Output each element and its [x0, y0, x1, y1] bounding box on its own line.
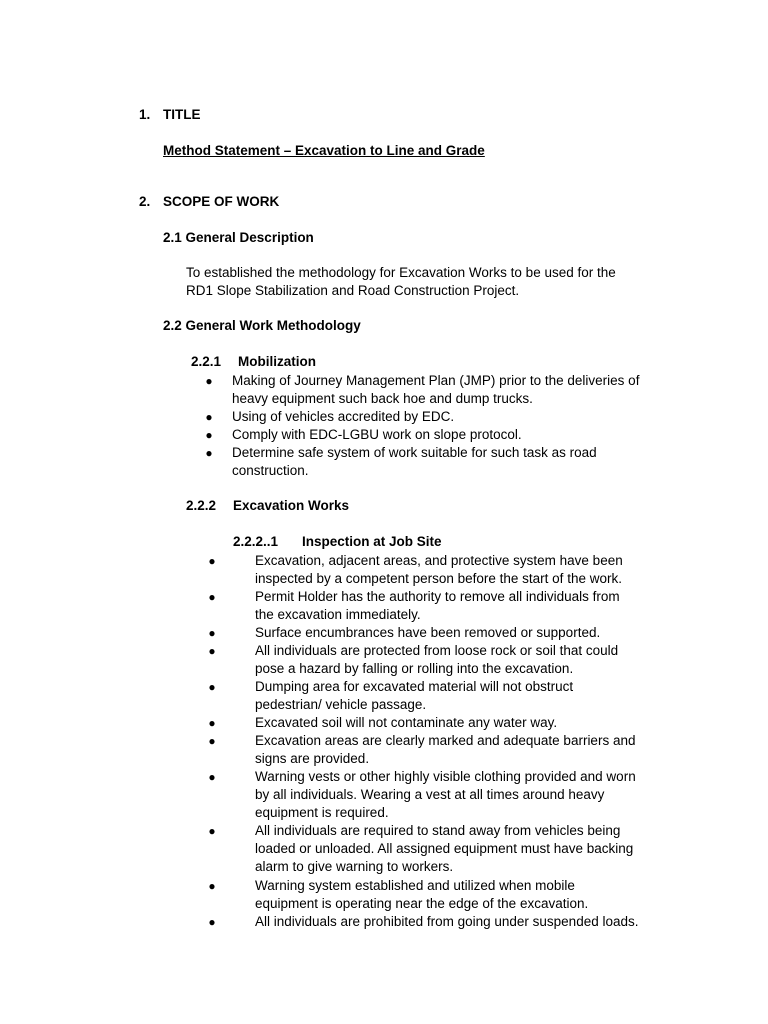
bullet-icon: ● — [208, 770, 216, 784]
list-item-line: Excavation areas are clearly marked and adequate barriers and — [255, 733, 636, 748]
bullet-icon: ● — [208, 879, 216, 893]
list-item-line: loaded or unloaded. All assigned equipment must have backing — [255, 841, 634, 856]
bullet-icon: ● — [208, 626, 216, 640]
list-item-line: Determine safe system of work suitable for such task as road — [232, 445, 597, 460]
list-item-line: Dumping area for excavated material will not obstruct — [255, 679, 574, 694]
methodology-heading: 2.2 General Work Methodology — [163, 318, 361, 333]
list-item-line: signs are provided. — [255, 751, 370, 766]
general-description-line: To established the methodology for Excavation Works to be used for the — [186, 265, 616, 280]
bullet-icon: ● — [205, 374, 213, 388]
list-item-line: Warning vests or other highly visible clothing provided and worn — [255, 769, 636, 784]
list-item-line: by all individuals. Wearing a vest at all times around heavy — [255, 787, 605, 802]
list-item-line: Surface encumbrances have been removed or supported. — [255, 625, 601, 640]
bullet-icon: ● — [208, 716, 216, 730]
bullet-icon: ● — [205, 428, 213, 442]
list-item-line: equipment is required. — [255, 805, 389, 820]
list-item-line: Using of vehicles accredited by EDC. — [232, 409, 455, 424]
general-description-heading: 2.1 General Description — [163, 230, 314, 245]
document-title: Method Statement – Excavation to Line and Grade — [163, 143, 485, 158]
bullet-icon: ● — [208, 590, 216, 604]
list-item-line: alarm to give warning to workers. — [255, 859, 454, 874]
list-item-line: Excavation, adjacent areas, and protective system have been — [255, 553, 623, 568]
section-1-number: 1. — [139, 107, 151, 122]
bullet-icon: ● — [205, 410, 213, 424]
bullet-icon: ● — [208, 734, 216, 748]
bullet-icon: ● — [205, 446, 213, 460]
list-item-line: Making of Journey Management Plan (JMP) prior to the deliveries of — [232, 373, 640, 388]
section-2-heading: SCOPE OF WORK — [163, 194, 280, 209]
list-item-line: Warning system established and utilized when mobile — [255, 878, 575, 893]
list-item-line: Excavated soil will not contaminate any water way. — [255, 715, 558, 730]
list-item-line: All individuals are prohibited from going under suspended loads. — [255, 914, 639, 929]
bullet-icon: ● — [208, 680, 216, 694]
bullet-icon: ● — [208, 824, 216, 838]
mobilization-heading: Mobilization — [238, 354, 316, 369]
section-2-number: 2. — [139, 194, 151, 209]
general-description-line: RD1 Slope Stabilization and Road Construction Project. — [186, 283, 520, 298]
list-item-line: Permit Holder has the authority to remove all individuals from — [255, 589, 620, 604]
list-item-line: pedestrian/ vehicle passage. — [255, 697, 427, 712]
list-item-line: equipment is operating near the edge of the excavation. — [255, 896, 589, 911]
section-1-heading: TITLE — [163, 107, 201, 122]
bullet-icon: ● — [208, 644, 216, 658]
excavation-heading: Excavation Works — [233, 498, 350, 513]
inspection-heading: Inspection at Job Site — [302, 534, 442, 549]
list-item-line: pose a hazard by falling or rolling into the excavation. — [255, 661, 574, 676]
list-item-line: All individuals are required to stand away from vehicles being — [255, 823, 621, 838]
excavation-number: 2.2.2 — [186, 498, 217, 513]
list-item-line: heavy equipment such back hoe and dump trucks. — [232, 391, 533, 406]
mobilization-number: 2.2.1 — [191, 354, 222, 369]
list-item-line: construction. — [232, 463, 309, 478]
bullet-icon: ● — [208, 554, 216, 568]
bullet-icon: ● — [208, 915, 216, 929]
list-item-line: Comply with EDC-LGBU work on slope protocol. — [232, 427, 522, 442]
inspection-number: 2.2.2..1 — [233, 534, 279, 549]
list-item-line: the excavation immediately. — [255, 607, 421, 622]
list-item-line: inspected by a competent person before the start of the work. — [255, 571, 622, 586]
list-item-line: All individuals are protected from loose rock or soil that could — [255, 643, 619, 658]
